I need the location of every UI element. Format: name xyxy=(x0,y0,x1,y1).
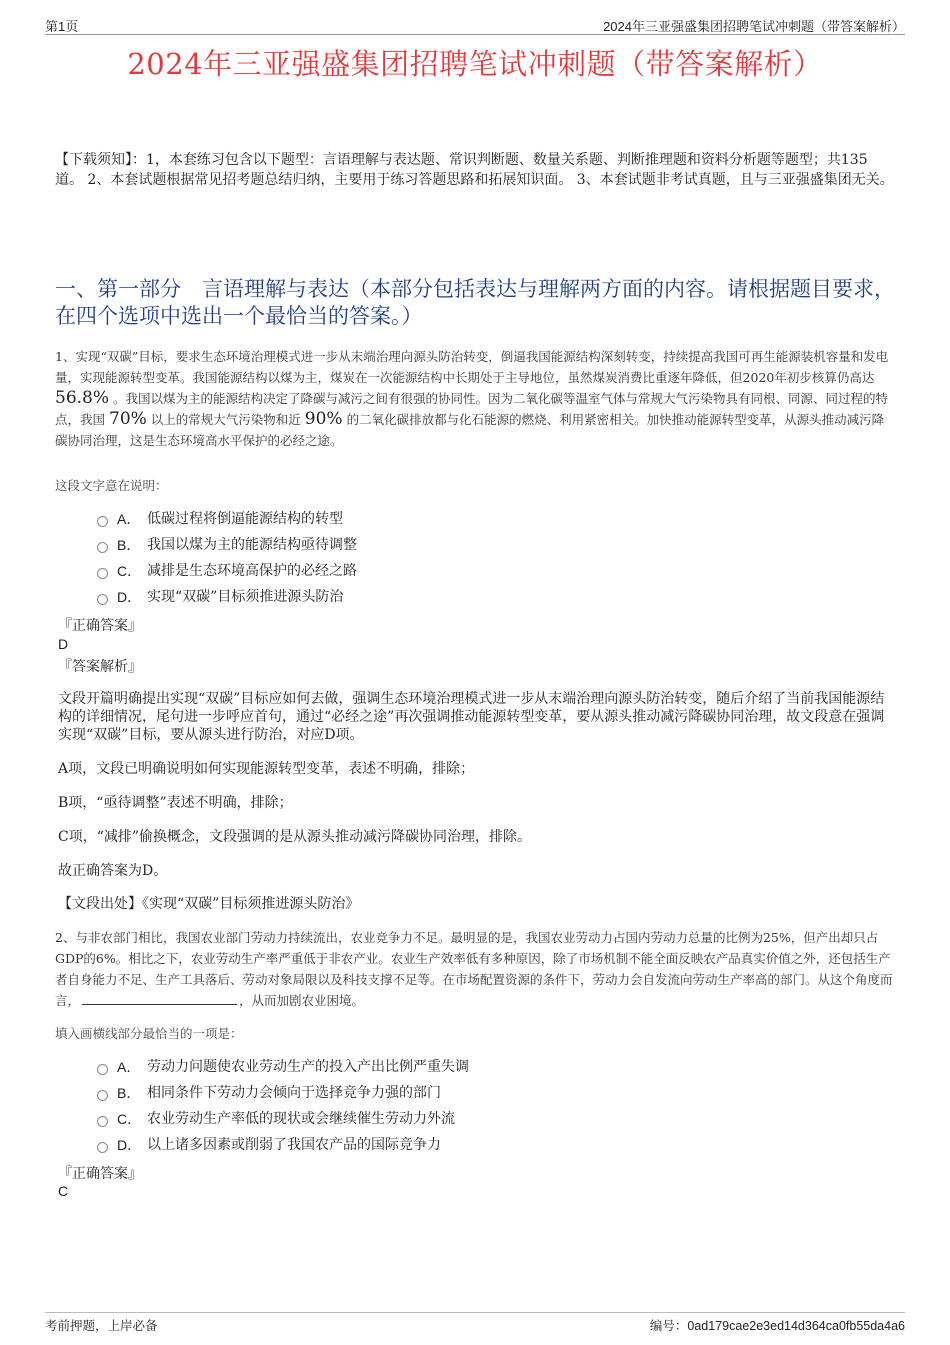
footer-slogan: 考前押题，上岸必备 xyxy=(45,1318,158,1333)
question-1-text: 1、实现“双碳”目标，要求生态环境治理模式进一步从末端治理向源头防治转变，倒逼我国能源结构深刻转变，持续提高我国可再生能源装机容量和发电量，实现能源转型变革。我国能源结构以煤为主，煤炭在一次能源结构中长期处于主导地位，虽然煤炭消费比重逐年降低，但2020年初步核算仍高达 56.8% 。我国以煤为主的能源结构决定了降碳与减污之间有很强的协同性。因为二氧化碳等温室气体与常规大气污染物具有同根、同源、同过程的特点，我国 70% 以上的常规大气污染物和近 90% 的二氧化碳排放都与化石能源的燃烧、利用紧密相关。加快推动能源转型变革，从源头推动减污降碳协同治理，这是生态环境高水平保护的必经之途。 xyxy=(55,349,889,448)
math-value: 90% xyxy=(304,409,343,429)
radio-icon[interactable] xyxy=(97,1090,108,1101)
question-2-options xyxy=(97,1054,469,1158)
answer-analysis xyxy=(58,690,892,896)
analysis-label: 『答案解析』 xyxy=(58,659,142,675)
question-2-prompt: 填入画横线部分最恰当的一项是： xyxy=(55,1026,243,1041)
header-doc-title: 2024年三亚强盛集团招聘笔试冲刺题（带答案解析） xyxy=(603,19,905,34)
option-a[interactable]: A． 低碳过程将倒逼能源结构的转型 xyxy=(97,506,357,532)
option-b[interactable]: B． 我国以煤为主的能源结构亟待调整 xyxy=(97,532,357,558)
option-d[interactable]: D． 以上诸多因素或削弱了我国农产品的国际竞争力 xyxy=(97,1132,469,1158)
answer-label: 『正确答案』 xyxy=(58,618,142,634)
page-footer xyxy=(45,1312,905,1335)
radio-icon[interactable] xyxy=(97,594,108,605)
analysis-paragraph: C项，“减排”偷换概念，文段强调的是从源头推动减污降碳协同治理，排除。 xyxy=(58,829,532,845)
question-1-options xyxy=(97,506,357,610)
page-number: 第1页 xyxy=(45,19,79,34)
radio-icon[interactable] xyxy=(97,542,108,553)
question-1-prompt: 这段文字意在说明： xyxy=(55,478,168,493)
download-notice: 【下载须知】：1，本套练习包含以下题型：言语理解与表达题、常识判断题、数量关系题、判断推理题和资料分析题等题型；共135道。 2、本套试题根据常见招考题总结归纳，主要用于练习答题思路和拓展知识面。 3、本套试题非考试真题，且与三亚强盛集团无关。 xyxy=(55,152,894,188)
math-value: 56.8% xyxy=(55,388,110,408)
correct-answer: D xyxy=(58,636,69,652)
option-c[interactable]: C． 农业劳动生产率低的现状或会继续催生劳动力外流 xyxy=(97,1106,469,1132)
radio-icon[interactable] xyxy=(97,1064,108,1075)
document-title: 2024年三亚强盛集团招聘笔试冲刺题（带答案解析） xyxy=(127,47,823,81)
analysis-paragraph: B项，“亟待调整”表述不明确，排除； xyxy=(58,795,293,811)
text-source: 【文段出处】《实现“双碳”目标须推进源头防治》 xyxy=(58,896,360,912)
math-value: 70% xyxy=(109,409,147,429)
document-id: 编号：0ad179cae2e3ed14d364ca0fb55da4a6 xyxy=(649,1319,905,1333)
radio-icon[interactable] xyxy=(97,1116,108,1127)
analysis-paragraph: A项，文段已明确说明如何实现能源转型变革，表述不明确，排除； xyxy=(58,761,475,777)
fill-blank xyxy=(82,990,237,1005)
question-2-text: 2、与非农部门相比，我国农业部门劳动力持续流出，农业竞争力不足。最明显的是，我国农业劳动力占国内劳动力总量的比例为25%，但产出却只占GDP的6%。相比之下，农业劳动生产率严重低于非农产业。农业生产效率低有多种原因，除了市场机制不能全面反映农产品真实价值之外，还包括生产者自身能力不足、生产工具落后、劳动对象局限以及科技支撑不足等。在市场配置资源的条件下，劳动力会自发流向劳动生产率高的部门。从这个角度而言， ，从而加剧农业困境。 xyxy=(55,930,893,1008)
page-header xyxy=(45,14,905,35)
radio-icon[interactable] xyxy=(97,568,108,579)
answer-label: 『正确答案』 xyxy=(58,1166,142,1182)
option-a[interactable]: A． 劳动力问题使农业劳动生产的投入产出比例严重失调 xyxy=(97,1054,469,1080)
section-title: 一、第一部分 言语理解与表达（本部分包括表达与理解两方面的内容。请根据题目要求，在四个选项中选出一个最恰当的答案。） xyxy=(55,277,895,328)
option-c[interactable]: C． 减排是生态环境高保护的必经之路 xyxy=(97,558,357,584)
analysis-paragraph: 故正确答案为D。 xyxy=(58,863,168,879)
radio-icon[interactable] xyxy=(97,1142,108,1153)
option-b[interactable]: B． 相同条件下劳动力会倾向于选择竞争力强的部门 xyxy=(97,1080,469,1106)
correct-answer: C xyxy=(58,1183,69,1199)
analysis-paragraph: 文段开篇明确提出实现“双碳”目标应如何去做，强调生态环境治理模式进一步从末端治理向源头防治转变，随后介绍了当前我国能源结构的详细情况，尾句进一步呼应首句，通过“必经之途”再次强调推动能源转型变革，要从源头推动减污降碳协同治理，故文段意在强调实现“双碳”目标，要从源头进行防治，对应D项。 xyxy=(58,691,885,743)
option-d[interactable]: D． 实现“双碳”目标须推进源头防治 xyxy=(97,584,357,610)
radio-icon[interactable] xyxy=(97,516,108,527)
